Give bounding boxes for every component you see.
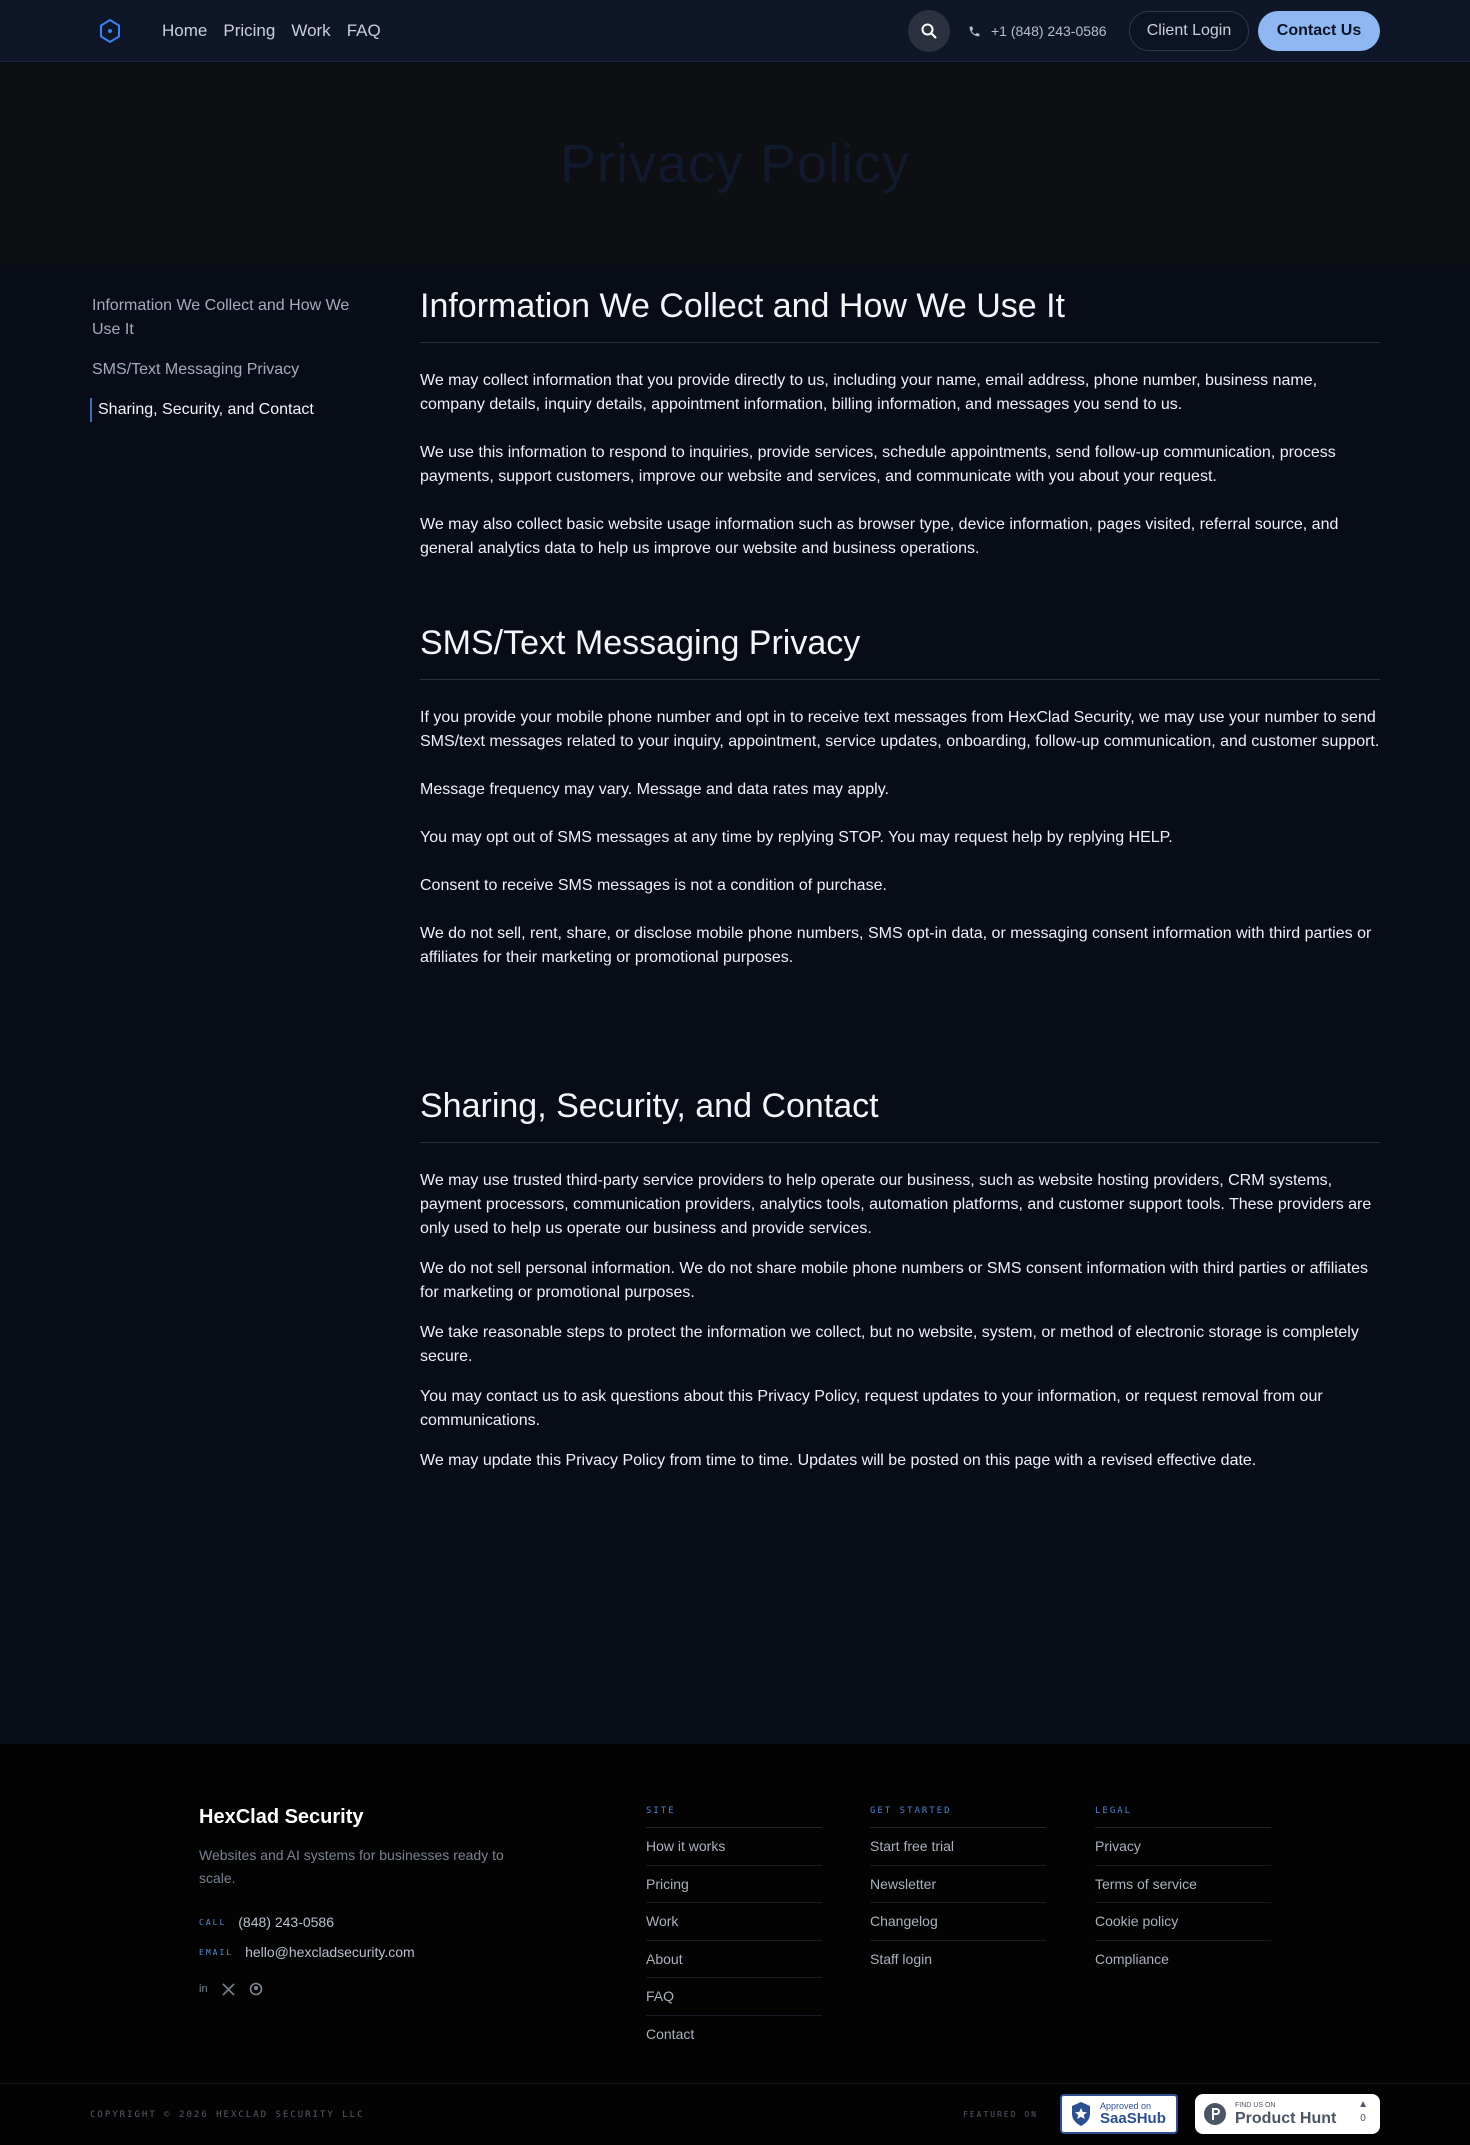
page-title: Privacy Policy xyxy=(559,134,911,194)
footer-link[interactable]: FAQ xyxy=(646,1978,822,2016)
product-hunt-icon xyxy=(1203,2102,1227,2126)
footer-tagline: Websites and AI systems for businesses ready to scale. xyxy=(199,1847,504,1886)
nav-faq[interactable]: FAQ xyxy=(346,21,381,40)
section-paragraph: We use this information to respond to inquiries, provide services, schedule appointments, send follow-up communication, process payments, support customers, improve our website and services, and communicate with you about your request. xyxy=(420,444,1336,485)
product-hunt-badge[interactable] xyxy=(1195,2094,1380,2134)
saashub-line1: Approved on xyxy=(1100,2101,1152,2111)
footer-column-heading: LEGAL xyxy=(1095,1806,1271,1828)
section-paragraph: Message frequency may vary. Message and data rates may apply. xyxy=(420,781,889,798)
footer-link[interactable]: Changelog xyxy=(870,1903,1046,1941)
footer-link[interactable]: Start free trial xyxy=(870,1828,1046,1866)
footer-link[interactable]: Cookie policy xyxy=(1095,1903,1271,1941)
phone-icon xyxy=(968,25,981,38)
section-paragraph: Consent to receive SMS messages is not a condition of purchase. xyxy=(420,877,887,894)
footer-column-get-started xyxy=(870,1806,1046,1978)
section-information xyxy=(420,284,1380,561)
x-twitter-icon[interactable] xyxy=(222,1983,235,1996)
section-paragraph: We may use trusted third-party service providers to help operate our business, such as website hosting providers, CRM systems, payment processors, communication providers, analytics tools, automation platforms, and customer support tools. These providers are only used to help us operate our business and provide services. xyxy=(420,1172,1372,1237)
footer-link[interactable]: How it works xyxy=(646,1828,822,1866)
contact-us-button[interactable]: Contact Us xyxy=(1258,11,1380,51)
upvote-arrow-icon: ▲ xyxy=(1358,2099,1368,2110)
main-nav xyxy=(162,0,381,62)
header-phone-number: +1 (848) 243-0586 xyxy=(991,23,1107,39)
copyright-text: COPYRIGHT © 2026 HEXCLAD SECURITY LLC xyxy=(90,2110,365,2120)
section-paragraph: You may opt out of SMS messages at any time by replying STOP. You may request help by replying HELP. xyxy=(420,829,1173,846)
footer-link[interactable]: About xyxy=(646,1941,822,1979)
footer-link[interactable]: Newsletter xyxy=(870,1866,1046,1904)
client-login-button[interactable]: Client Login xyxy=(1129,11,1249,51)
featured-on-label: FEATURED ON xyxy=(963,2110,1038,2119)
footer-link[interactable]: Privacy xyxy=(1095,1828,1271,1866)
section-paragraph: We do not sell, rent, share, or disclose mobile phone numbers, SMS opt-in data, or messaging consent information with third parties or affiliates for their marketing or promotional purposes. xyxy=(420,925,1372,966)
saashub-line2: SaaSHub xyxy=(1100,2110,1166,2127)
header-phone-link[interactable] xyxy=(968,0,1107,62)
footer-column-heading: GET STARTED xyxy=(870,1806,1046,1828)
section-sharing xyxy=(420,1084,1380,1473)
toc-item-information[interactable]: Information We Collect and How We Use It xyxy=(92,297,350,338)
footer-link[interactable]: Contact xyxy=(646,2025,695,2042)
nav-work[interactable]: Work xyxy=(291,21,331,40)
footer-link[interactable]: Pricing xyxy=(646,1866,822,1904)
section-paragraph: If you provide your mobile phone number and opt in to receive text messages from HexClad Security, we may use your number to send SMS/text messages related to your inquiry, appointment, service updates, onboarding, follow-up communication, and customer support. xyxy=(420,709,1380,750)
nav-pricing[interactable]: Pricing xyxy=(223,21,276,40)
site-footer xyxy=(0,1744,1470,2145)
email-label: EMAIL xyxy=(199,1947,234,1957)
section-heading: Sharing, Security, and Contact xyxy=(420,1084,1380,1143)
policy-content xyxy=(420,284,1380,1489)
upvote-counter xyxy=(1358,2098,1368,2126)
footer-call[interactable] xyxy=(199,1914,334,1930)
section-paragraph: We may update this Privacy Policy from time to time. Updates will be posted on this page with a revised effective date. xyxy=(420,1452,1257,1469)
section-paragraph: We do not sell personal information. We do not share mobile phone numbers or SMS consent information with third parties or affiliates for marketing or promotional purposes. xyxy=(420,1260,1369,1301)
section-heading: SMS/Text Messaging Privacy xyxy=(420,621,1380,680)
site-header xyxy=(0,0,1470,62)
footer-email[interactable] xyxy=(199,1944,415,1960)
footer-link[interactable]: Terms of service xyxy=(1095,1866,1271,1904)
footer-link[interactable]: Compliance xyxy=(1095,1950,1169,1967)
saashub-badge[interactable] xyxy=(1060,2094,1178,2134)
hero-banner xyxy=(0,63,1470,265)
product-hunt-line2: Product Hunt xyxy=(1235,2109,1337,2127)
linkedin-icon[interactable]: in xyxy=(199,1983,208,1995)
section-paragraph: We may also collect basic website usage information such as browser type, device information, pages visited, referral source, and general analytics data to help us improve our website and business operations. xyxy=(420,516,1339,557)
call-value: (848) 243-0586 xyxy=(238,1914,335,1930)
section-paragraph: We take reasonable steps to protect the information we collect, but no website, system, or method of electronic storage is completely secure. xyxy=(420,1324,1359,1365)
section-paragraph: You may contact us to ask questions about this Privacy Policy, request updates to your information, or request removal from our communications. xyxy=(420,1388,1323,1429)
email-value: hello@hexcladsecurity.com xyxy=(245,1944,415,1960)
section-heading: Information We Collect and How We Use It xyxy=(420,284,1380,343)
shield-star-icon xyxy=(1070,2101,1092,2127)
product-hunt-line1: FIND US ON xyxy=(1235,2101,1276,2109)
footer-column-heading: SITE xyxy=(646,1806,822,1828)
section-paragraph: We may collect information that you provide directly to us, including your name, email address, phone number, business name, company details, inquiry details, appointment information, billing information, and messages you send to us. xyxy=(420,372,1318,413)
toc-item-sharing[interactable]: Sharing, Security, and Contact xyxy=(90,398,382,422)
footer-bottom-bar xyxy=(0,2083,1470,2145)
footer-link[interactable]: Staff login xyxy=(870,1950,933,1967)
toc-item-sms[interactable]: SMS/Text Messaging Privacy xyxy=(92,361,300,378)
footer-column-site xyxy=(646,1806,822,2053)
upvote-count: 0 xyxy=(1360,2113,1366,2124)
footer-column-legal xyxy=(1095,1806,1271,1978)
social-links xyxy=(199,1982,263,1996)
search-button[interactable] xyxy=(908,10,950,52)
hexagon-logo-icon[interactable] xyxy=(96,17,124,45)
github-icon[interactable] xyxy=(249,1982,263,1996)
footer-link[interactable]: Work xyxy=(646,1903,822,1941)
footer-brand: HexClad Security xyxy=(199,1806,364,1828)
search-icon xyxy=(921,23,937,39)
section-sms xyxy=(420,621,1380,970)
call-label: CALL xyxy=(199,1917,227,1927)
table-of-contents xyxy=(92,294,382,438)
nav-home[interactable]: Home xyxy=(162,21,208,40)
